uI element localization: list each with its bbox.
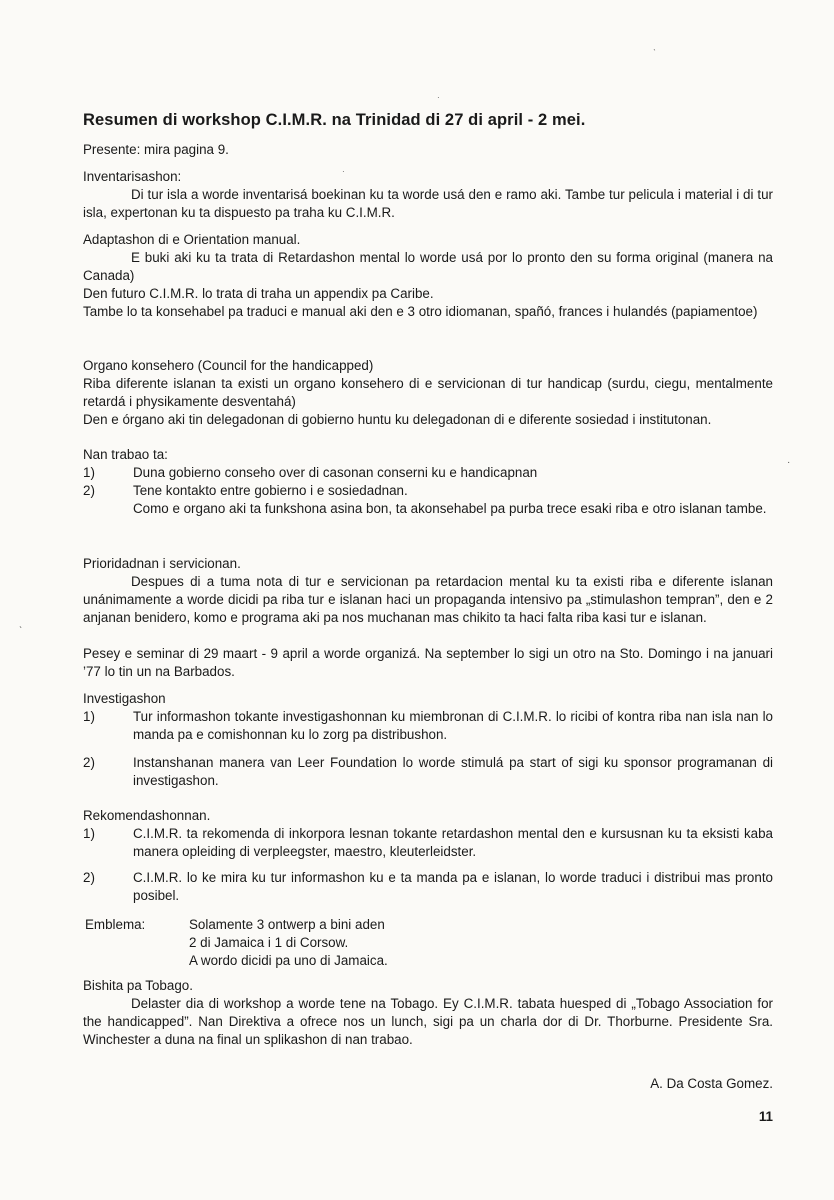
adaptashon-heading: Adaptashon di e Orientation manual. (83, 232, 301, 247)
list-item-number (83, 500, 133, 518)
list-item-number: 1) (83, 826, 95, 841)
prioridad-paragraph-1: Despues di a tuma nota di tur e servicionan pa retardacion mental ku ta existi riba e diferente islanan unánimamente a worde dicidi pa riba tur e islanan haci un propaganda intensivo pa „stimulashon tempran”, den e 2 anjanan benidero, komo e programa aki pa nos muchanan mas chikito ta haci falta riba kasi tur e islanan. (83, 574, 773, 626)
rekomendashon-list (83, 825, 773, 861)
organo-paragraph-3: Nan trabao ta: (83, 447, 168, 462)
list-item-text: Tene kontakto entre gobierno i e sosiedadnan. (133, 483, 408, 499)
adaptashon-paragraph-3: Tambe lo ta konsehabel pa traduci e manual aki den e 3 otro idiomanan, spañó, frances i hulandés (papiamentoe) (83, 304, 758, 319)
adaptashon-paragraph-2: Den futuro C.I.M.R. lo trata di traha un appendix pa Caribe. (83, 286, 434, 301)
investigashon-list-2 (83, 754, 773, 790)
list-item (83, 464, 773, 482)
scan-speck: · (342, 167, 345, 176)
emblema-line: A wordo dicidi pa uno di Jamaica. (189, 953, 388, 969)
investigashon-heading: Investigashon (83, 691, 166, 706)
emblema-lines (189, 916, 589, 971)
list-item (83, 869, 773, 905)
adaptashon-paragraph-1: E buki aki ku ta trata di Retardashon mental lo worde usá por lo pronto den su forma original (manera na Canada) (83, 250, 773, 284)
scan-speck: · (437, 93, 440, 102)
investigashon-list (83, 708, 773, 744)
list-item (83, 825, 773, 861)
list-item-text: Instanshanan manera van Leer Foundation lo worde stimulá pa start of sigi ku sponsor programanan di investigashon. (133, 755, 773, 789)
list-item (83, 482, 773, 500)
scan-speck: · (787, 457, 791, 468)
signature: A. Da Costa Gomez. (650, 1076, 773, 1091)
list-item-text: Duna gobierno conseho over di casonan conserni ku e handicapnan (133, 465, 538, 480)
inventarisashon-body: Di tur isla a worde inventarisá boekinan ku ta worde usá den e ramo aki. Tambe tur pelicula i material i di tur isla, expertonan ku ta dispuesto pa traha ku C.I.M.R. (83, 187, 773, 221)
list-item-text: Como e organo aki ta funkshona asina bon, ta akonsehabel pa purba trece esaki riba e otro islanan tambe. (133, 501, 767, 517)
bishita-heading: Bishita pa Tobago. (83, 978, 193, 993)
organo-paragraph-1: Riba diferente islanan ta existi un organo konsehero di e servicionan di tur handicap (surdu, ciegu, mentalmente retardá i physikamente desventahá) (83, 376, 773, 410)
list-item-number: 1) (83, 465, 95, 480)
organo-list (83, 464, 773, 519)
bishita-body: Delaster dia di workshop a worde tene na Tobago. Ey C.I.M.R. tabata huesped di „Tobago Association for the handicapped”. Nan Direktiva a ofrece nos un lunch, sigi pa un charla dor di Dr. Thorburne. Presidente Sra. Winchester a duna na final un splikashon di nan trabao. (83, 996, 773, 1048)
list-item-text: C.I.M.R. lo ke mira ku tur informashon ku e ta manda pa e islanan, lo worde traduci i distribui mas pronto posibel. (133, 870, 773, 904)
list-item-number: 2) (83, 755, 95, 770)
scan-speck: ˋ (653, 48, 656, 58)
list-item-text: Tur informashon tokante investigashonnan ku miembronan di C.I.M.R. lo ricibi of kontra riba nan isla nan lo manda pa e comishonnan ku lo zorg pa distribushon. (133, 709, 773, 743)
rekomendashon-heading: Rekomendashonnan. (83, 808, 211, 823)
presente-line: Presente: mira pagina 9. (83, 142, 229, 157)
list-item-number: 1) (83, 709, 95, 724)
scan-speck: ˋ (19, 626, 23, 637)
list-item (83, 708, 773, 744)
list-item-number: 2) (83, 870, 95, 885)
rekomendashon-list-2 (83, 869, 773, 905)
organo-paragraph-2: Den e órgano aki tin delegadonan di gobierno huntu ku delegadonan di e diferente sosiedad i institutonan. (83, 412, 712, 427)
prioridad-paragraph-2: Pesey e seminar di 29 maart - 9 april a worde organizá. Na september lo sigi un otro na Sto. Domingo i na januari ’77 lo tin un na Barbados. (83, 646, 773, 680)
list-item (83, 754, 773, 790)
list-item-text: C.I.M.R. ta rekomenda di inkorpora lesnan tokante retardashon mental den e kursusnan ku ta eksisti kaba manera opleiding di verpleegster, maestro, kleuterleidster. (133, 826, 773, 860)
emblema-label: Emblema: (85, 917, 146, 932)
page-number: 11 (758, 1109, 773, 1124)
prioridad-heading: Prioridadnan i servicionan. (83, 556, 241, 571)
inventarisashon-heading: Inventarisashon: (83, 169, 182, 184)
organo-heading: Organo konsehero (Council for the handicapped) (83, 358, 374, 373)
list-item-number: 2) (83, 483, 95, 499)
emblema-line: 2 di Jamaica i 1 di Corsow. (189, 935, 349, 951)
document-title: Resumen di workshop C.I.M.R. na Trinidad di 27 di april - 2 mei. (83, 111, 586, 129)
list-item (83, 500, 773, 518)
emblema-line: Solamente 3 ontwerp a bini aden (189, 917, 385, 932)
